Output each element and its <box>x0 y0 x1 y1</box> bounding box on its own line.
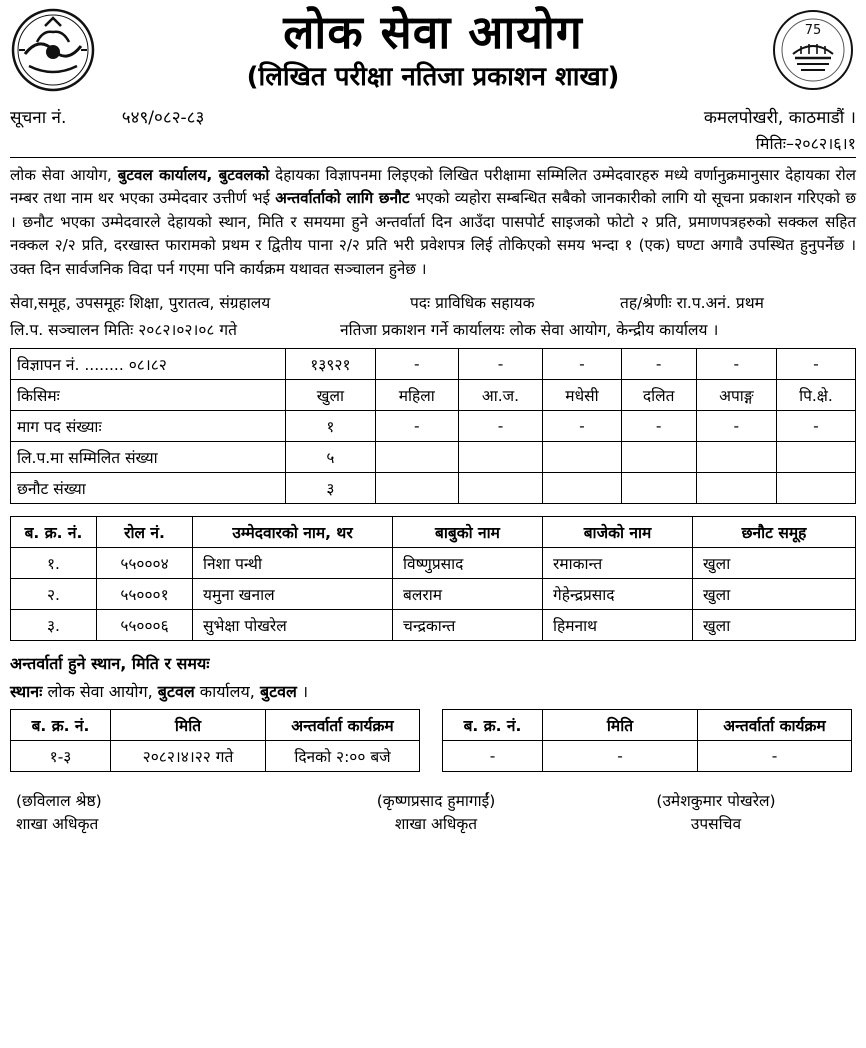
cell-father: बलराम <box>393 578 543 609</box>
publish-office-value: लोक सेवा आयोग, केन्द्रीय कार्यालय । <box>509 320 719 339</box>
demand-6: - <box>776 410 855 441</box>
cell-name: निशा पन्थी <box>193 547 393 578</box>
table-row-ad <box>11 348 856 379</box>
level-label: तह/श्रेणीः <box>620 293 672 312</box>
interview-place-city: बुटवल <box>259 681 297 701</box>
table-row-demand <box>11 410 856 441</box>
iv-col-time: अन्तर्वार्ता कार्यक्रम <box>266 709 420 740</box>
iv-cell-serial: १-३ <box>11 740 111 771</box>
demand-1: - <box>375 410 458 441</box>
cell-name: यमुना खनाल <box>193 578 393 609</box>
ad-number-2: - <box>458 348 543 379</box>
appeared-2 <box>458 441 543 472</box>
table-row <box>11 740 420 771</box>
col-group: छनौट समूह <box>693 516 856 547</box>
demand-0: १ <box>285 410 375 441</box>
appeared-5 <box>696 441 776 472</box>
kisim-0: खुला <box>285 379 375 410</box>
iv-col-time-2: अन्तर्वार्ता कार्यक्रम <box>698 709 852 740</box>
kisim-label: किसिमः <box>11 379 286 410</box>
appeared-0: ५ <box>285 441 375 472</box>
appeared-3 <box>543 441 621 472</box>
table-header-row <box>11 516 856 547</box>
iv-col-date: मिति <box>111 709 266 740</box>
table-row <box>11 578 856 609</box>
cell-serial: ३. <box>11 609 97 640</box>
interview-place-mid: कार्यालय, <box>194 681 260 701</box>
col-roll: रोल नं. <box>97 516 193 547</box>
table-row <box>443 740 852 771</box>
kisim-6: पि.क्षे. <box>776 379 855 410</box>
service-value: शिक्षा, पुरातत्व, संग्रहालय <box>129 293 271 312</box>
cell-group: खुला <box>693 547 856 578</box>
exam-info-row <box>10 318 856 340</box>
signature-1-name: (छविलाल श्रेष्ठ) <box>16 791 102 810</box>
notice-number-row <box>10 105 856 128</box>
ad-number-6: - <box>776 348 855 379</box>
kisim-2: आ.ज. <box>458 379 543 410</box>
office-name: बुटवल कार्यालय, बुटवलको <box>117 165 270 184</box>
signature-2-role: शाखा अधिकृत <box>394 814 478 833</box>
cell-grandfather: गेहेन्द्रप्रसाद <box>543 578 693 609</box>
quota-table <box>10 348 856 504</box>
demand-2: - <box>458 410 543 441</box>
notice-number-value: ५४९/०८२-८३ <box>121 107 205 128</box>
iv-cell-time: दिनको २:०० बजे <box>266 740 420 771</box>
col-father: बाबुको नाम <box>393 516 543 547</box>
table-header-row <box>11 709 420 740</box>
signature-3-role: उपसचिव <box>690 814 742 833</box>
interview-place-prefix: लोक सेवा आयोग, <box>47 681 158 701</box>
selected-1 <box>375 472 458 503</box>
service-info-row <box>10 291 856 313</box>
ad-number-1: - <box>375 348 458 379</box>
interview-schedule-table-left <box>10 709 420 772</box>
cell-group: खुला <box>693 578 856 609</box>
col-serial: ब. क्र. नं. <box>11 516 97 547</box>
cell-group: खुला <box>693 609 856 640</box>
selected-0: ३ <box>285 472 375 503</box>
interview-tables <box>10 709 856 772</box>
signature-3 <box>576 790 856 837</box>
interview-place-suffix: । <box>296 681 309 701</box>
cell-roll: ५५०००१ <box>97 578 193 609</box>
notice-place: कमलपोखरी, काठमाडौं । <box>703 107 856 128</box>
candidates-table <box>10 516 856 641</box>
signature-block <box>10 790 856 837</box>
psc-75-years-logo-icon <box>770 7 856 93</box>
selected-3 <box>543 472 621 503</box>
page-title: लोक सेवा आयोग <box>283 5 583 59</box>
post-value: प्राविधिक सहायक <box>435 293 535 312</box>
col-name: उम्मेदवारको नाम, थर <box>193 516 393 547</box>
interview-schedule-table-right <box>442 709 852 772</box>
cell-roll: ५५०००४ <box>97 547 193 578</box>
cell-father: चन्द्रकान्त <box>393 609 543 640</box>
nepal-government-emblem-icon <box>10 7 96 93</box>
level-value: रा.प.अनं. प्रथम <box>676 293 764 312</box>
para-part1: लोक सेवा आयोग, <box>10 165 118 184</box>
selected-4 <box>621 472 696 503</box>
selected-5 <box>696 472 776 503</box>
ad-number-3: - <box>543 348 621 379</box>
signature-2-name: (कृष्णप्रसाद हुमागाईं) <box>376 791 496 810</box>
svg-text:75: 75 <box>804 23 822 39</box>
iv-cell-date: २०८२।४।२२ गते <box>111 740 266 771</box>
table-row-selected <box>11 472 856 503</box>
interview-heading: अन्तर्वार्ता हुने स्थान, मिति र समयः <box>10 653 210 673</box>
post-label: पदः <box>410 293 431 312</box>
signature-1-role: शाखा अधिकृत <box>16 814 99 833</box>
interview-place <box>10 680 856 702</box>
ad-number-label: विज्ञापन नं. ........ ०८।८२ <box>11 348 286 379</box>
table-row-appeared <box>11 441 856 472</box>
iv-col-date-2: मिति <box>543 709 698 740</box>
iv-cell-date-2: - <box>543 740 698 771</box>
service-label: सेवा,समूह, उपसमूहः <box>10 293 125 312</box>
iv-cell-serial-2: - <box>443 740 543 771</box>
ad-number-4: - <box>621 348 696 379</box>
cell-father: विष्णुप्रसाद <box>393 547 543 578</box>
ad-number-5: - <box>696 348 776 379</box>
exam-date-value: २०८२।०२।०८ गते <box>138 320 237 339</box>
publish-office-label: नतिजा प्रकाशन गर्ने कार्यालयः <box>340 320 505 339</box>
interview-place-office: बुटवल <box>157 681 195 701</box>
appeared-label: लि.प.मा सम्मिलित संख्या <box>11 441 286 472</box>
para-part2: देहायका विज्ञापनमा लिइएको लिखित परीक्षामा सम्मिलित उम्मेदवारहरु मध्ये वर्णानुक्रमानुसार देहायका रोल नम्बर तथा नाम थर भएका उम्मेदवार उत्तीर्ण भई <box>10 165 856 208</box>
table-header-row <box>443 709 852 740</box>
cell-grandfather: हिमनाथ <box>543 609 693 640</box>
selection-highlight: अन्तर्वार्ताको लागि छनौट <box>275 189 410 208</box>
cell-serial: २. <box>11 578 97 609</box>
col-grandfather: बाजेको नाम <box>543 516 693 547</box>
ad-number-0: १३९२१ <box>285 348 375 379</box>
selected-6 <box>776 472 855 503</box>
kisim-5: अपाङ्ग <box>696 379 776 410</box>
kisim-1: महिला <box>375 379 458 410</box>
signature-3-name: (उमेशकुमार पोखरेल) <box>656 791 776 810</box>
iv-col-serial: ब. क्र. नं. <box>11 709 111 740</box>
exam-date-label: लि.प. सञ्चालन मितिः <box>10 320 134 339</box>
selected-label: छनौट संख्या <box>11 472 286 503</box>
appeared-4 <box>621 441 696 472</box>
cell-name: सुभेक्षा पोखरेल <box>193 609 393 640</box>
iv-col-serial-2: ब. क्र. नं. <box>443 709 543 740</box>
notice-number-label: सूचना नं. <box>10 107 67 128</box>
appeared-1 <box>375 441 458 472</box>
table-row <box>11 609 856 640</box>
selected-2 <box>458 472 543 503</box>
signature-2 <box>296 790 576 837</box>
cell-serial: १. <box>11 547 97 578</box>
cell-grandfather: रमाकान्त <box>543 547 693 578</box>
demand-4: - <box>621 410 696 441</box>
table-row-kisim <box>11 379 856 410</box>
page-subtitle: (लिखित परीक्षा नतिजा प्रकाशन शाखा) <box>246 61 620 92</box>
notice-paragraph <box>10 164 856 282</box>
cell-roll: ५५०००६ <box>97 609 193 640</box>
header-divider <box>10 157 856 158</box>
table-row <box>11 547 856 578</box>
signature-1 <box>10 790 296 837</box>
title-block <box>96 6 770 95</box>
kisim-3: मधेसी <box>543 379 621 410</box>
iv-cell-time-2: - <box>698 740 852 771</box>
para-part3: भएको व्यहोरा सम्बन्धित सबैको जानकारीको लागि यो सूचना प्रकाशन गरिएको छ । छनौट भएका उम्मेदवारले देहायको स्थान, मिति र समयमा हुने अन्तर्वार्ता दिन आउँदा पासपोर्ट साइजको फोटो २ प्रति, प्रमाणपत्रहरुको सक्कल सहित नक्कल २/२ प्रति, दरखास्त फारामको प्रथम र द्वितीय पाना २/२ प्रति भरी प्रवेशपत्र लिई तोकिएको समय भन्दा १ (एक) घण्टा अगावै उपस्थित हुनुपर्नेछ । उक्त दिन सार्वजनिक विदा पर्न गएमा पनि कार्यक्रम यथावत सञ्चालन हुनेछ । <box>10 189 856 278</box>
kisim-4: दलित <box>621 379 696 410</box>
appeared-6 <box>776 441 855 472</box>
page-header <box>10 6 856 95</box>
demand-label: माग पद संख्याः <box>11 410 286 441</box>
notice-date: मितिः–२०८२।६।१ <box>755 133 856 153</box>
interview-place-label: स्थानः <box>10 681 43 701</box>
demand-3: - <box>543 410 621 441</box>
demand-5: - <box>696 410 776 441</box>
